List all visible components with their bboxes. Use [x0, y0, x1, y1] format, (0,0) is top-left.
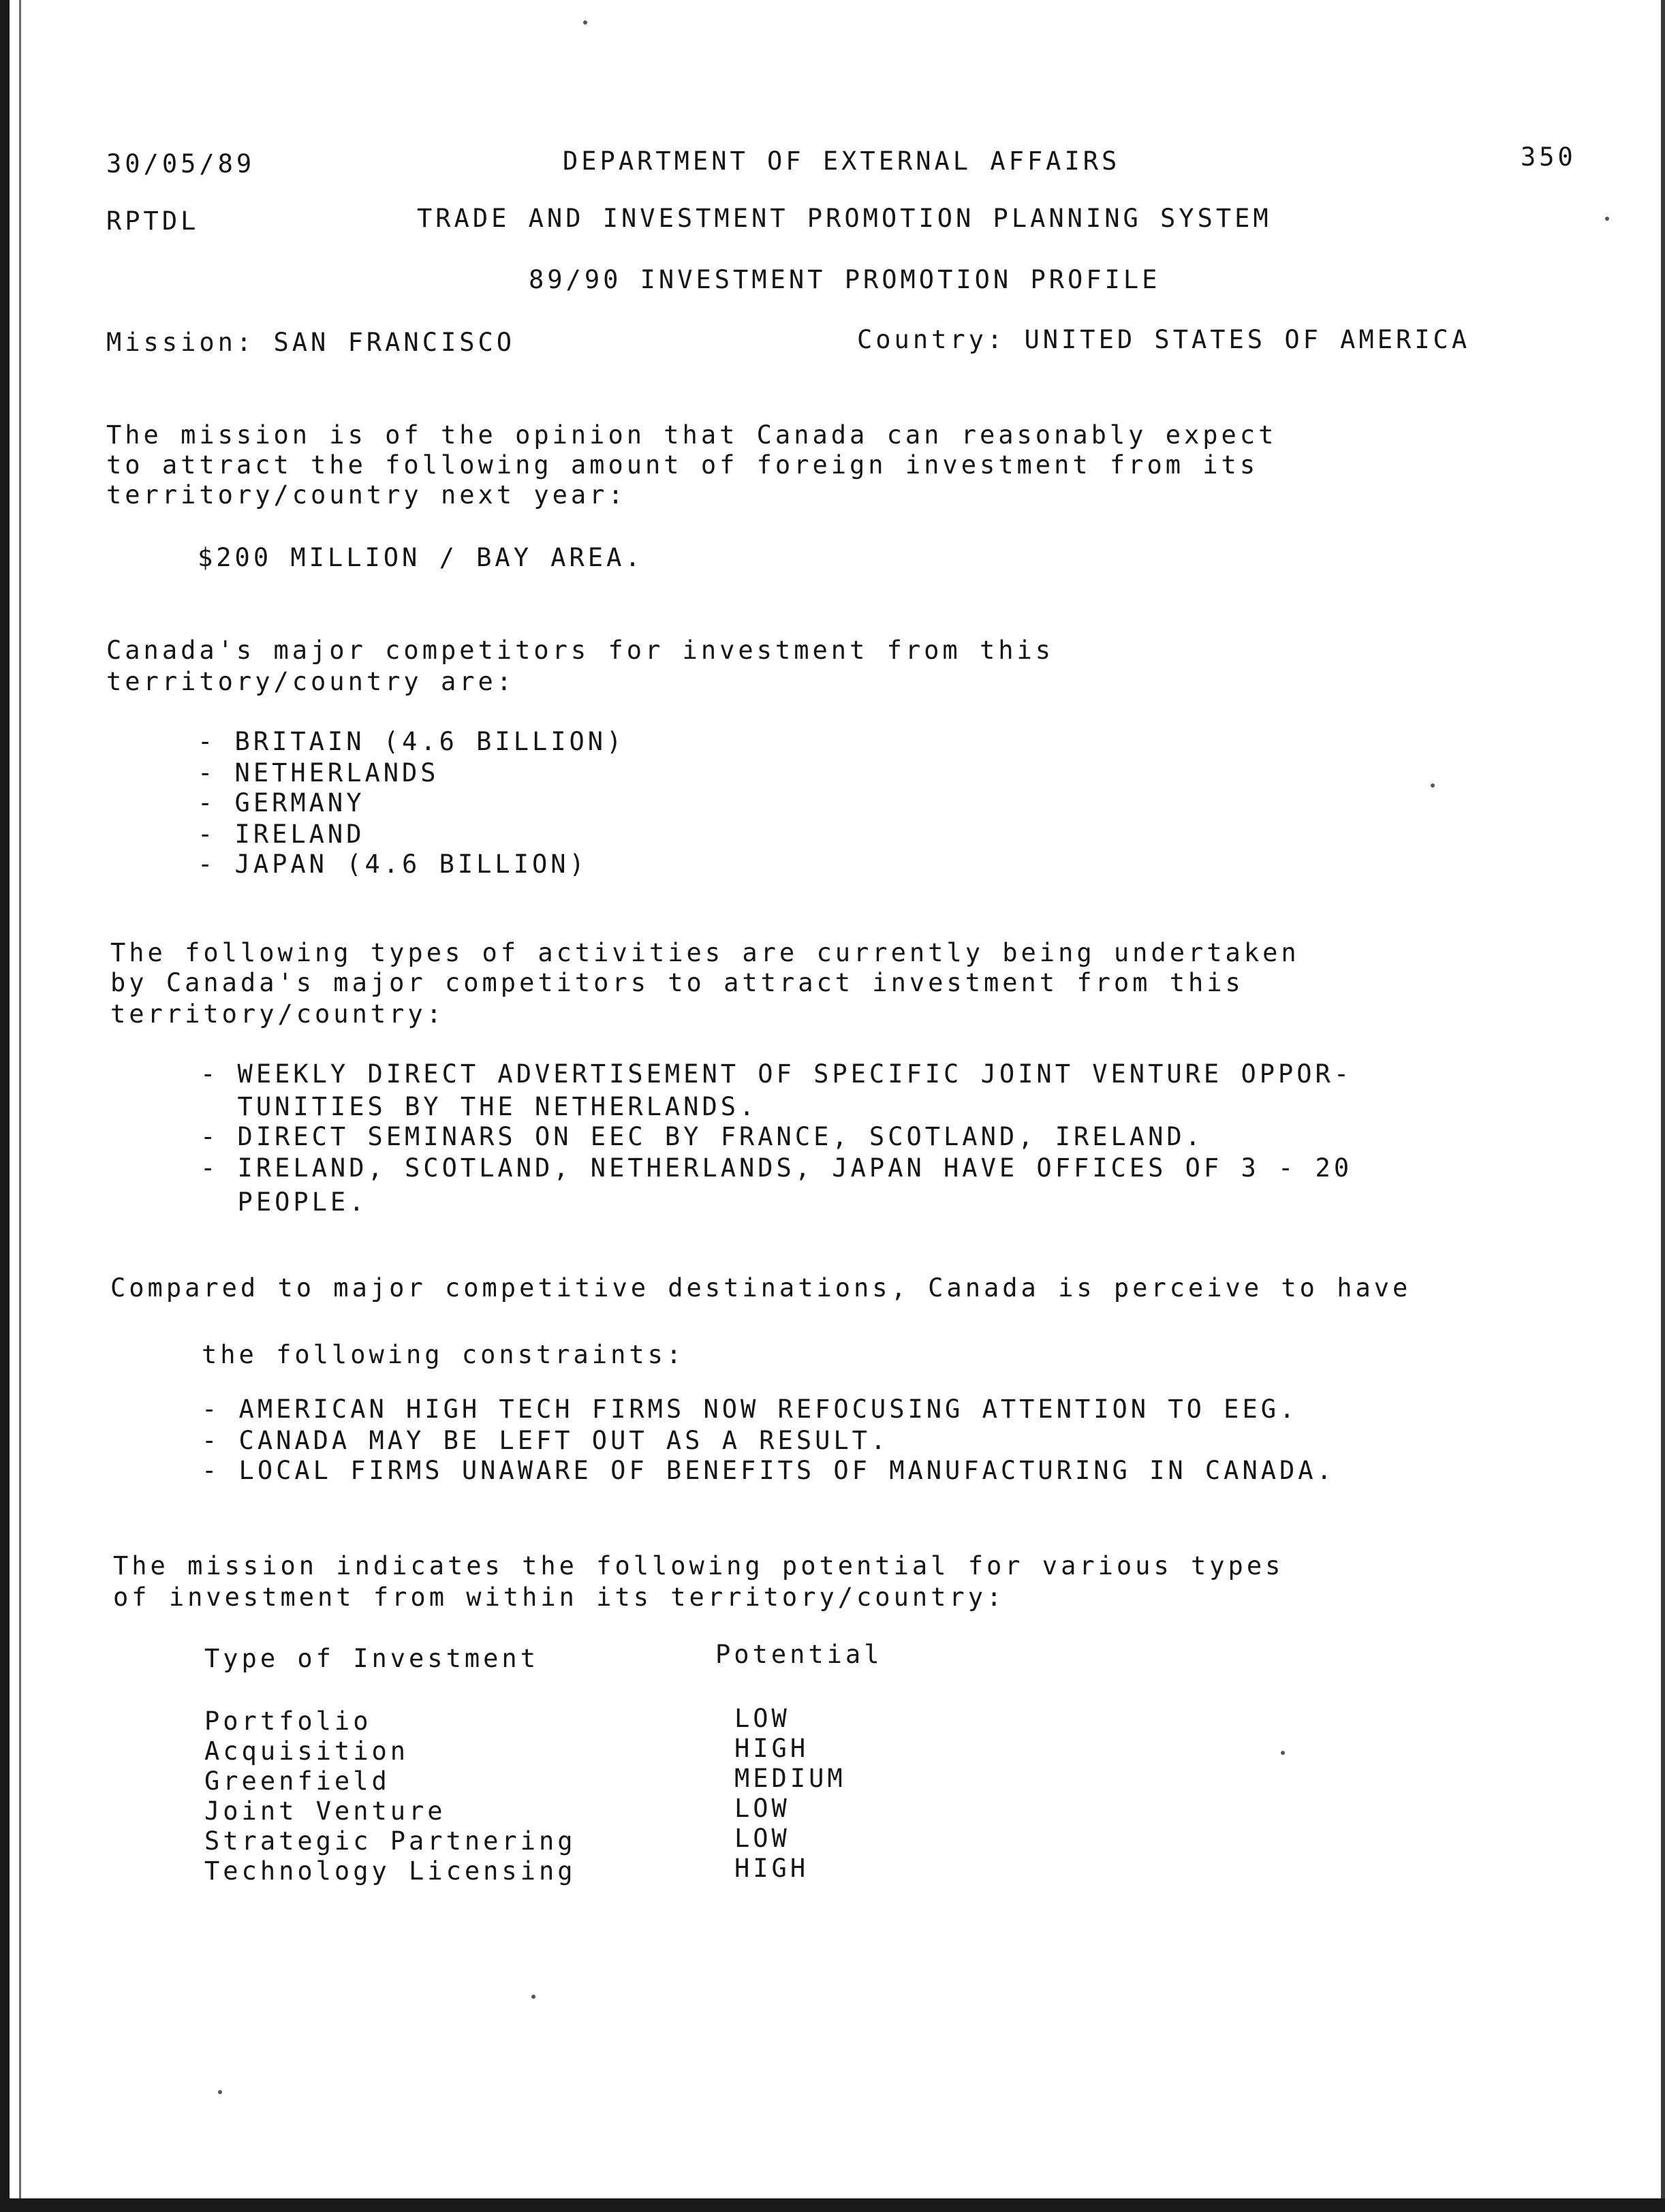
constraint-item: - AMERICAN HIGH TECH FIRMS NOW REFOCUSING ATTENTION TO EEG.	[202, 1395, 1298, 1424]
page-number: 350	[1521, 142, 1576, 172]
activity-item: - IRELAND, SCOTLAND, NETHERLANDS, JAPAN HAVE OFFICES OF 3 - 20	[200, 1153, 1353, 1183]
scan-speck	[531, 1995, 535, 1999]
paragraph-line: territory/country:	[110, 999, 445, 1029]
table-cell-type: Acquisition	[204, 1736, 409, 1766]
competitor-item: - GERMANY	[198, 788, 365, 817]
competitor-item: - BRITAIN (4.6 BILLION)	[198, 727, 625, 756]
column-header-potential: Potential	[715, 1640, 883, 1669]
column-header-type: Type of Investment	[204, 1644, 539, 1673]
competitor-item: - JAPAN (4.6 BILLION)	[198, 850, 588, 879]
activity-item: PEOPLE.	[200, 1187, 368, 1217]
competitor-item: - NETHERLANDS	[198, 758, 439, 788]
paragraph-line: The mission indicates the following potential for various types	[113, 1551, 1284, 1580]
activity-item: TUNITIES BY THE NETHERLANDS.	[200, 1092, 758, 1121]
constraint-item: - LOCAL FIRMS UNAWARE OF BENEFITS OF MANUFACTURING IN CANADA.	[202, 1456, 1335, 1485]
paragraph-line: of investment from within its territory/country:	[113, 1583, 1006, 1612]
paragraph-line: Canada's major competitors for investment from this	[106, 636, 1055, 665]
table-cell-type: Strategic Partnering	[204, 1826, 576, 1856]
activity-item: - WEEKLY DIRECT ADVERTISEMENT OF SPECIFIC JOINT VENTURE OPPOR-	[200, 1059, 1353, 1089]
investment-amount: $200 MILLION / BAY AREA.	[198, 543, 644, 572]
paragraph-line: Compared to major competitive destinations, Canada is perceive to have	[110, 1273, 1412, 1303]
paragraph-line: The following types of activities are currently being undertaken	[110, 938, 1300, 967]
table-cell-potential: HIGH	[734, 1734, 809, 1763]
table-cell-potential: MEDIUM	[734, 1764, 846, 1793]
country-label: Country: UNITED STATES OF AMERICA	[857, 325, 1471, 354]
activity-item: - DIRECT SEMINARS ON EEC BY FRANCE, SCOTLAND, IRELAND.	[200, 1122, 1204, 1151]
mission-label: Mission: SAN FRANCISCO	[106, 328, 516, 357]
table-cell-potential: HIGH	[734, 1854, 809, 1883]
table-cell-type: Technology Licensing	[204, 1856, 576, 1886]
paragraph-line: the following constraints:	[202, 1340, 685, 1369]
report-code: RPTDL	[106, 206, 200, 236]
paragraph-line: territory/country are:	[106, 667, 516, 696]
competitor-item: - IRELAND	[198, 820, 365, 849]
scan-speck	[218, 2090, 222, 2094]
table-cell-type: Greenfield	[204, 1766, 390, 1796]
system-name: TRADE AND INVESTMENT PROMOTION PLANNING SYSTEM	[417, 204, 1272, 233]
table-cell-potential: LOW	[734, 1794, 790, 1823]
constraint-item: - CANADA MAY BE LEFT OUT AS A RESULT.	[202, 1426, 890, 1455]
scan-left-edge-line	[19, 0, 21, 2212]
profile-title: 89/90 INVESTMENT PROMOTION PROFILE	[529, 265, 1161, 294]
paragraph-line: territory/country next year:	[106, 480, 627, 510]
scan-speck	[1431, 783, 1435, 788]
table-cell-type: Portfolio	[204, 1707, 372, 1736]
table-cell-potential: LOW	[734, 1704, 790, 1733]
report-date: 30/05/89	[106, 149, 255, 178]
paragraph-line: by Canada's major competitors to attract investment from this	[110, 968, 1244, 997]
table-cell-type: Joint Venture	[204, 1796, 446, 1826]
scan-right-edge	[1661, 0, 1665, 2212]
scan-speck	[1605, 217, 1609, 221]
scan-left-edge	[0, 0, 10, 2212]
scan-speck	[1281, 1751, 1285, 1755]
scan-bottom-edge	[0, 2198, 1665, 2212]
department-name: DEPARTMENT OF EXTERNAL AFFAIRS	[563, 146, 1121, 176]
scan-speck	[583, 20, 587, 25]
paragraph-line: to attract the following amount of foreign investment from its	[106, 450, 1259, 480]
table-cell-potential: LOW	[734, 1824, 790, 1853]
paragraph-line: The mission is of the opinion that Canada can reasonably expect	[106, 420, 1277, 450]
